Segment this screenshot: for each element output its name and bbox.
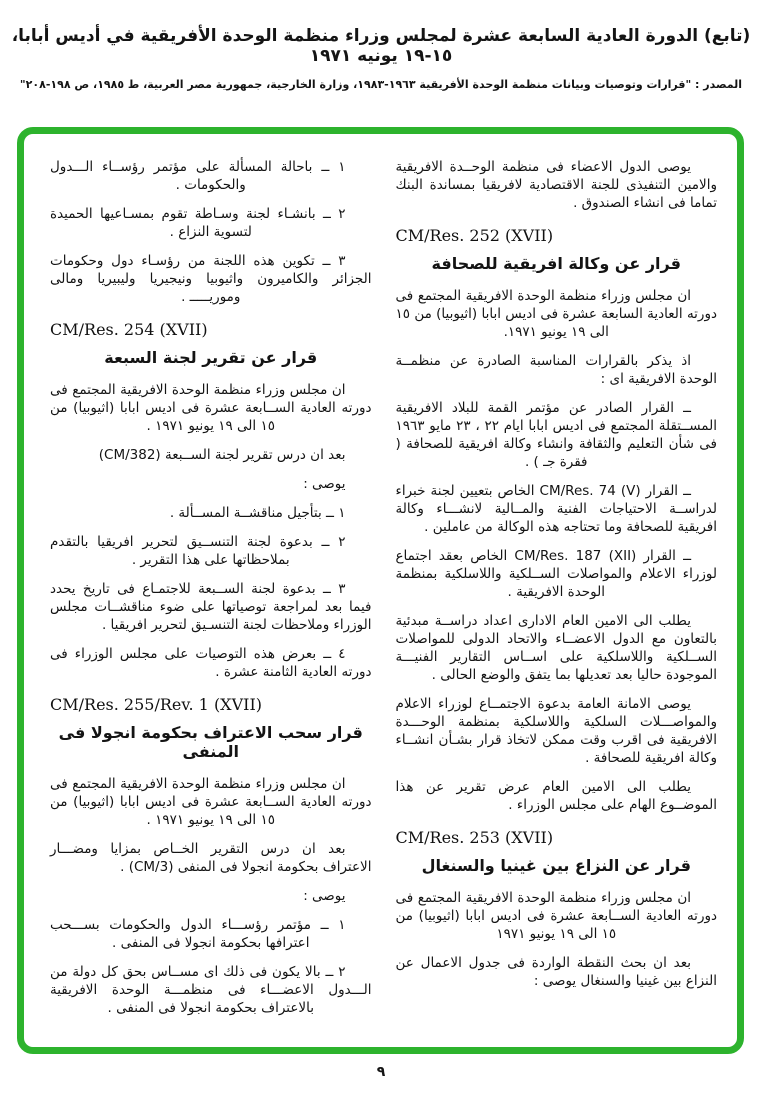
- paragraph: ٢ ــ بدعوة لجنة التنســيق لتحرير افريقيا بالتقدم بملاحظاتها على هذا التقرير .: [50, 534, 346, 568]
- paragraph: ــ القرار الصادر عن مؤتمر القمة للبلاد الافريقية المســتقلة المجتمع فى اديس ابابا ايام ٢٢ ، ٢٣ مايو ١٩٦٣ فى شأن التعليم والثقافة وانشاء وكالة افريقية للصحافة ( فقرة جـ ) .: [395, 400, 717, 470]
- page-header: [0, 26, 762, 91]
- paragraph: ان مجلس وزراء منظمة الوحدة الافريقية المجتمع فى دورته العادية الســابعة عشرة فى اديس ابابا (اثيوبيا) من ١٥ الى ١٩ يونيو ١٩٧١: [395, 890, 717, 942]
- paragraph: ان مجلس وزراء منظمة الوحدة الافريقية المجتمع فى دورته العادية الســابعة عشرة فى اديس ابابا (اثيوبيا) من ١٥ الى ١٩ يونيو ١٩٧١ .: [50, 776, 372, 828]
- paragraph: يوصى :: [303, 476, 346, 492]
- column-left: [50, 158, 372, 1030]
- paragraph: ــ القرار CM/Res. 187 (XII) الخاص بعقد اجتماع لوزراء الاعلام والمواصلات الســلكية واللاسلكية بمنظمة الوحدة الافريقية .: [395, 548, 717, 600]
- resolution-title: قرار عن تقرير لجنة السبعة: [104, 348, 318, 367]
- document-title: (تابع) الدورة العادية السابعة عشرة لمجلس وزراء منظمة الوحدة الأفريقية في أديس أبابا، ١٥-١٩ يونيه ١٩٧١: [11, 26, 751, 66]
- paragraph: يطلب الى الامين العام عرض تقرير عن هذا الموضــوع الهام على مجلس الوزراء .: [395, 779, 717, 813]
- paragraph: ١ ــ مؤتمر رؤســـاء الدول والحكومات بســـحب اعترافها بحكومة انجولا فى المنفى .: [50, 917, 346, 951]
- resolution-title: قرار سحب الاعتراف بحكومة انجولا فى المنفى: [58, 723, 363, 761]
- resolution-title: قرار عن النزاع بين غينيا والسنغال: [421, 856, 691, 875]
- resolution-number: CM/Res. 255/Rev. 1 (XVII): [50, 695, 263, 714]
- paragraph: ٣ ــ بدعوة لجنة الســبعة للاجتمـاع فى تاريخ يحدد فيما بعد لمراجعة توصياتها على ضوء مناقشــات مجلس الوزراء وملاحظات لجنة التنسـيق لتحرير افريقيا .: [50, 581, 372, 633]
- resolution-title: قرار عن وكالة افريقية للصحافة: [431, 254, 681, 273]
- two-column-layout: [24, 134, 737, 1030]
- paragraph: بعد ان بحث النقطة الواردة فى جدول الاعمال عن النزاع بين غينيا والسنغال يوصى :: [395, 955, 717, 989]
- paragraph: ١ ــ باحالة المسألة على مؤتمر رؤســاء الـــدول والحكومات .: [50, 159, 346, 193]
- paragraph: ان مجلس وزراء منظمة الوحدة الافريقية المجتمع فى دورته العادية السابعة عشرة فى اديس ابابا (اثيوبيا) من ١٥ الى ١٩ يونيو ١٩٧١.: [395, 288, 717, 340]
- paragraph: يوصى الدول الاعضاء فى منظمة الوحــدة الافريقية والامين التنفيذى للجنة الاقتصادية لافريقيا بمساندة البنك تماما فى انشاء الصندوق .: [395, 159, 717, 211]
- paragraph: ١ ــ بتأجيل مناقشــة المســألة .: [169, 505, 346, 521]
- paragraph: يوصى :: [303, 888, 346, 904]
- paragraph: اذ يذكر بالقرارات المناسبة الصادرة عن منظمــة الوحدة الافريقية اى :: [395, 353, 717, 387]
- paragraph: ٣ ــ تكوين هذه اللجنة من رؤسـاء دول وحكومات الجزائر والكاميرون واثيوبيا ونيجيريا وليبيريا ومالى وموريـــــ .: [50, 253, 372, 305]
- resolution-number: CM/Res. 254 (XVII): [50, 320, 208, 339]
- resolution-number: CM/Res. 253 (XVII): [395, 828, 554, 847]
- paragraph: ان مجلس وزراء منظمة الوحدة الافريقية المجتمع فى دورته العادية الســابعة عشرة فى اديس ابابا (اثيوبيا) من ١٥ الى ١٩ يونيو ١٩٧١ .: [50, 382, 372, 434]
- paragraph: يوصى الامانة العامة بدعوة الاجتمــاع لوزراء الاعلام والمواصـــلات السلكية واللاسلكية بمنظمة الوحـــدة الافريقية فى اقرب وقت ممكن لاتخاذ قرار بشـأن انشــاء وكالة افريقية للصحافة .: [395, 696, 717, 766]
- paragraph: ٤ ــ بعرض هذه التوصيات على مجلس الوزراء فى دورته العادية الثامنة عشرة .: [50, 646, 372, 680]
- resolution-number: CM/Res. 252 (XVII): [395, 226, 554, 245]
- column-right: [396, 158, 718, 1030]
- paragraph: بعد ان درس تقرير لجنة الســبعة (CM/382): [98, 447, 346, 463]
- document-page: [0, 26, 762, 1080]
- paragraph: بعد ان درس التقرير الخــاص بمزايا ومضـــار الاعتراف بحكومة انجولا فى المنفى (CM/3) .: [50, 841, 372, 875]
- green-frame: [17, 127, 744, 1054]
- paragraph: ٢ ــ بانشـاء لجنة وسـاطة تقوم بمسـاعيها الحميدة لتسوية النزاع .: [50, 206, 346, 240]
- page-number: ٩: [376, 1064, 386, 1080]
- document-source: المصدر : "قرارات وتوصيات وبيانات منظمة الوحدة الأفريقية ١٩٦٣-١٩٨٣، وزارة الخارجية، جمهورية مصر العربية، ط ١٩٨٥، ص ١٩٨-٢٠٨": [19, 78, 743, 91]
- paragraph: يطلب الى الامين العام الادارى اعداد دراســة مبدئية بالتعاون مع الدول الاعضــاء والاتحاد الدولى للمواصلات الســلكية واللاسلكية على اســاس التقارير الفنيـــة الموجودة حاليا بعد تعديلها بما يتفق والوضع الحالى .: [395, 613, 717, 683]
- paragraph: ــ القرار CM/Res. 74 (V) الخاص بتعيين لجنة خبراء لدراســة الاحتياجات الفنية والمــالية لانشـــاء وكالة افريقية للصحافة وما تحتاجه هذه الوكالة من عاملين .: [395, 483, 717, 535]
- paragraph: ٢ ــ بالا يكون فى ذلك اى مســاس بحق كل دولة من الـــدول الاعضـــاء فى منظمـــة الوحدة الافريقية بالاعتراف بحكومة انجولا فى المنفى .: [50, 964, 372, 1016]
